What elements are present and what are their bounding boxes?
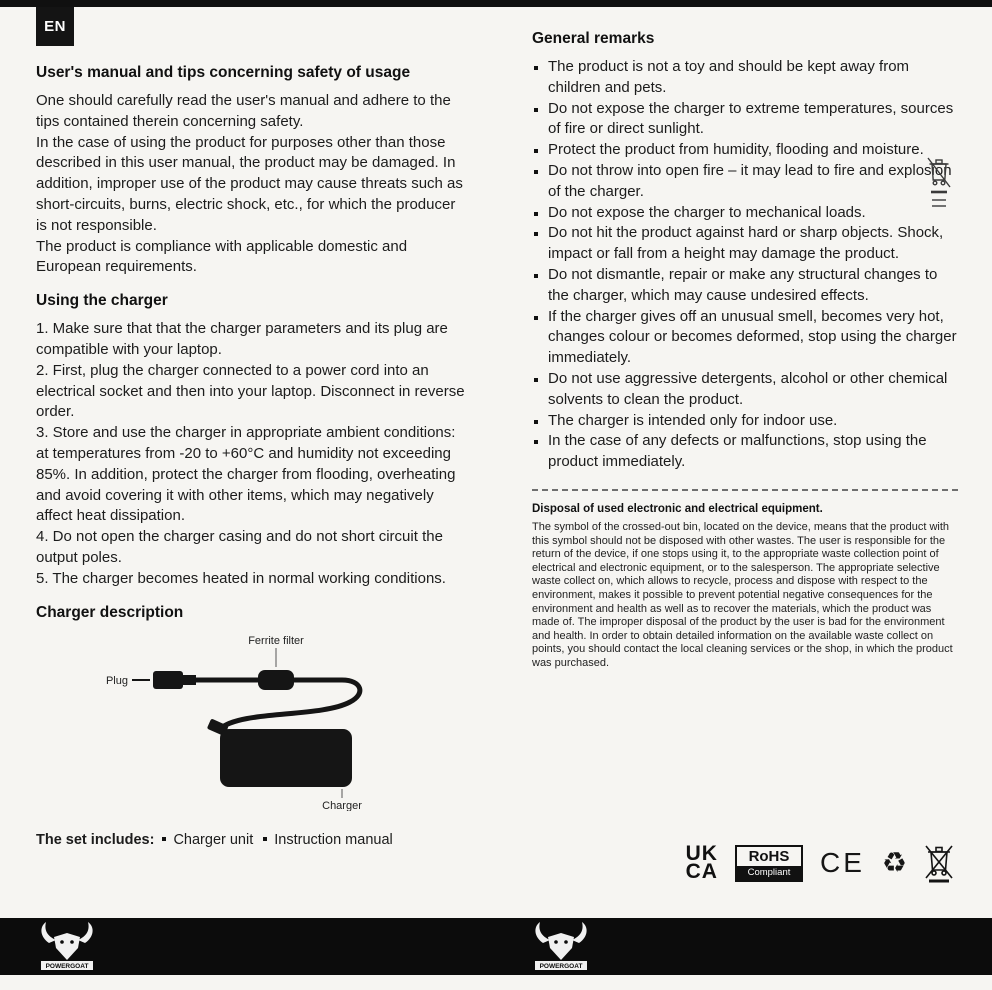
remark-item: ▪ In the case of any defects or malfunctions, stop using the product immediately. [548, 431, 958, 473]
certification-marks [686, 843, 954, 883]
top-border-bar [0, 0, 992, 7]
using-step: 1. Make sure that that the charger parameters and its plug are compatible with your laptop. [36, 320, 448, 358]
remark-item: ▪ If the charger gives off an unusual smell, becomes very hot, changes colour or becomes deformed, stop using the charger immediately. [548, 307, 958, 369]
disposal-heading: Disposal of used electronic and electrical equipment. [532, 502, 823, 515]
using-step: 5. The charger becomes heated in normal working conditions. [36, 569, 446, 587]
ukca-line2: CA [685, 860, 718, 883]
remark-item: ▪ Do not throw into open fire – it may lead to fire and explosion of the charger. [548, 161, 958, 203]
plug-label: Plug [105, 674, 128, 687]
ce-mark: CE [819, 847, 865, 878]
using-step: 2. First, plug the charger connected to a power cord into an electrical socket and then into your laptop. Disconnect in reverse order. [36, 361, 465, 421]
remark-item: ▪ Do not hit the product against hard or sharp objects. Shock, impact or fall from a height may damage the product. [548, 223, 958, 265]
footer-bar [0, 918, 992, 975]
dashed-divider [532, 489, 958, 491]
set-includes-label: The set includes: [36, 831, 155, 848]
plug-tip-icon [183, 675, 196, 685]
rohs-subtitle: Compliant [737, 866, 801, 880]
safety-paragraph-1: One should carefully read the user's manual and adhere to the tips contained therein concerning safety. [36, 92, 451, 130]
ferrite-filter-icon [258, 670, 294, 690]
powergoat-logo [36, 921, 98, 973]
charger-brick-icon [220, 729, 352, 787]
powergoat-wordmark: POWERGOAT [539, 963, 583, 970]
remark-item: ▪ The product is not a toy and should be kept away from children and pets. [548, 57, 958, 99]
rohs-mark [735, 845, 803, 882]
ukca-mark [685, 842, 718, 883]
plug-body-icon [153, 671, 183, 689]
weee-bin-margin-icon [926, 156, 952, 216]
remark-item: ▪ Do not dismantle, repair or make any structural changes to the charger, which may cause undesired effects. [548, 265, 958, 307]
safety-heading: User's manual and tips concerning safety of usage [36, 64, 411, 81]
set-item: Instruction manual [274, 831, 393, 848]
remark-item: ▪ Protect the product from humidity, flooding and moisture. [548, 140, 958, 161]
remark-item: ▪ The charger is intended only for indoor use. [548, 411, 958, 432]
charger-description-heading: Charger description [36, 603, 184, 621]
using-charger-steps [36, 319, 466, 589]
safety-paragraph-3: The product is compliance with applicable domestic and European requirements. [36, 237, 408, 276]
rohs-title: RoHS [748, 847, 790, 865]
charger-label: Charger [322, 799, 362, 811]
using-step: 3. Store and use the charger in appropriate ambient conditions: at temperatures from -20 to +60°C and humidity not exceeding 85%. In addition, protect the charger from flooding, overheating and avoid covering it with other items, which may negatively affect heat dissipation. [36, 424, 456, 525]
remark-item: ▪ Do not expose the charger to mechanical loads. [548, 203, 958, 224]
charger-diagram-drawing [42, 631, 462, 811]
weee-crossed-bin-icon [924, 843, 954, 883]
language-badge: EN [36, 7, 74, 46]
using-step: 4. Do not open the charger casing and do not short circuit the output poles. [36, 528, 443, 566]
charger-diagram [42, 631, 466, 816]
set-includes-line [36, 830, 466, 851]
left-column [36, 64, 466, 850]
square-bullet-icon [162, 837, 166, 841]
general-remarks-list [532, 57, 958, 473]
safety-paragraph-2: In the case of using the product for purposes other than those described in this user manual, the product may be damaged. In addition, improper use of the product may cause threats such as short-circuits, burns, electric shock, etc., for which the producer is not responsible. [36, 133, 463, 234]
set-item: Charger unit [173, 831, 254, 848]
remark-item: ▪ Do not expose the charger to extreme temperatures, sources of fire or direct sunlight. [548, 99, 958, 141]
remark-item: ▪ Do not use aggressive detergents, alcohol or other chemical solvents to clean the product. [548, 369, 958, 411]
using-charger-heading: Using the charger [36, 292, 168, 310]
general-remarks-heading: General remarks [532, 30, 655, 47]
ukca-line1: UK [685, 842, 718, 865]
right-column [532, 30, 958, 670]
ferrite-filter-label: Ferrite filter [248, 634, 304, 647]
powergoat-wordmark: POWERGOAT [45, 963, 89, 970]
recycle-icon: ♻ [881, 847, 907, 878]
powergoat-logo [530, 921, 592, 973]
square-bullet-icon [263, 837, 267, 841]
disposal-body: The symbol of the crossed-out bin, located on the device, means that the product with this symbol should not be disposed with other wastes. The user is responsible for the return of the device, if one stops using it, to the appropriate waste collection point of electrical and electronic equipment, or to the salesperson. The appropriate selective waste collect on, which allows to recycle, process and dispose with respect to the environment, makes it possible to prevent potential negative consequences for the environment and health as well as to recover the materials, which the product was made of. The improper disposal of the product by the user is bad for the environment and health. In order to obtain detailed information on the available waste collect on points, you should contact the local cleaning services or the shop, in which the product was purchased. [532, 520, 953, 669]
